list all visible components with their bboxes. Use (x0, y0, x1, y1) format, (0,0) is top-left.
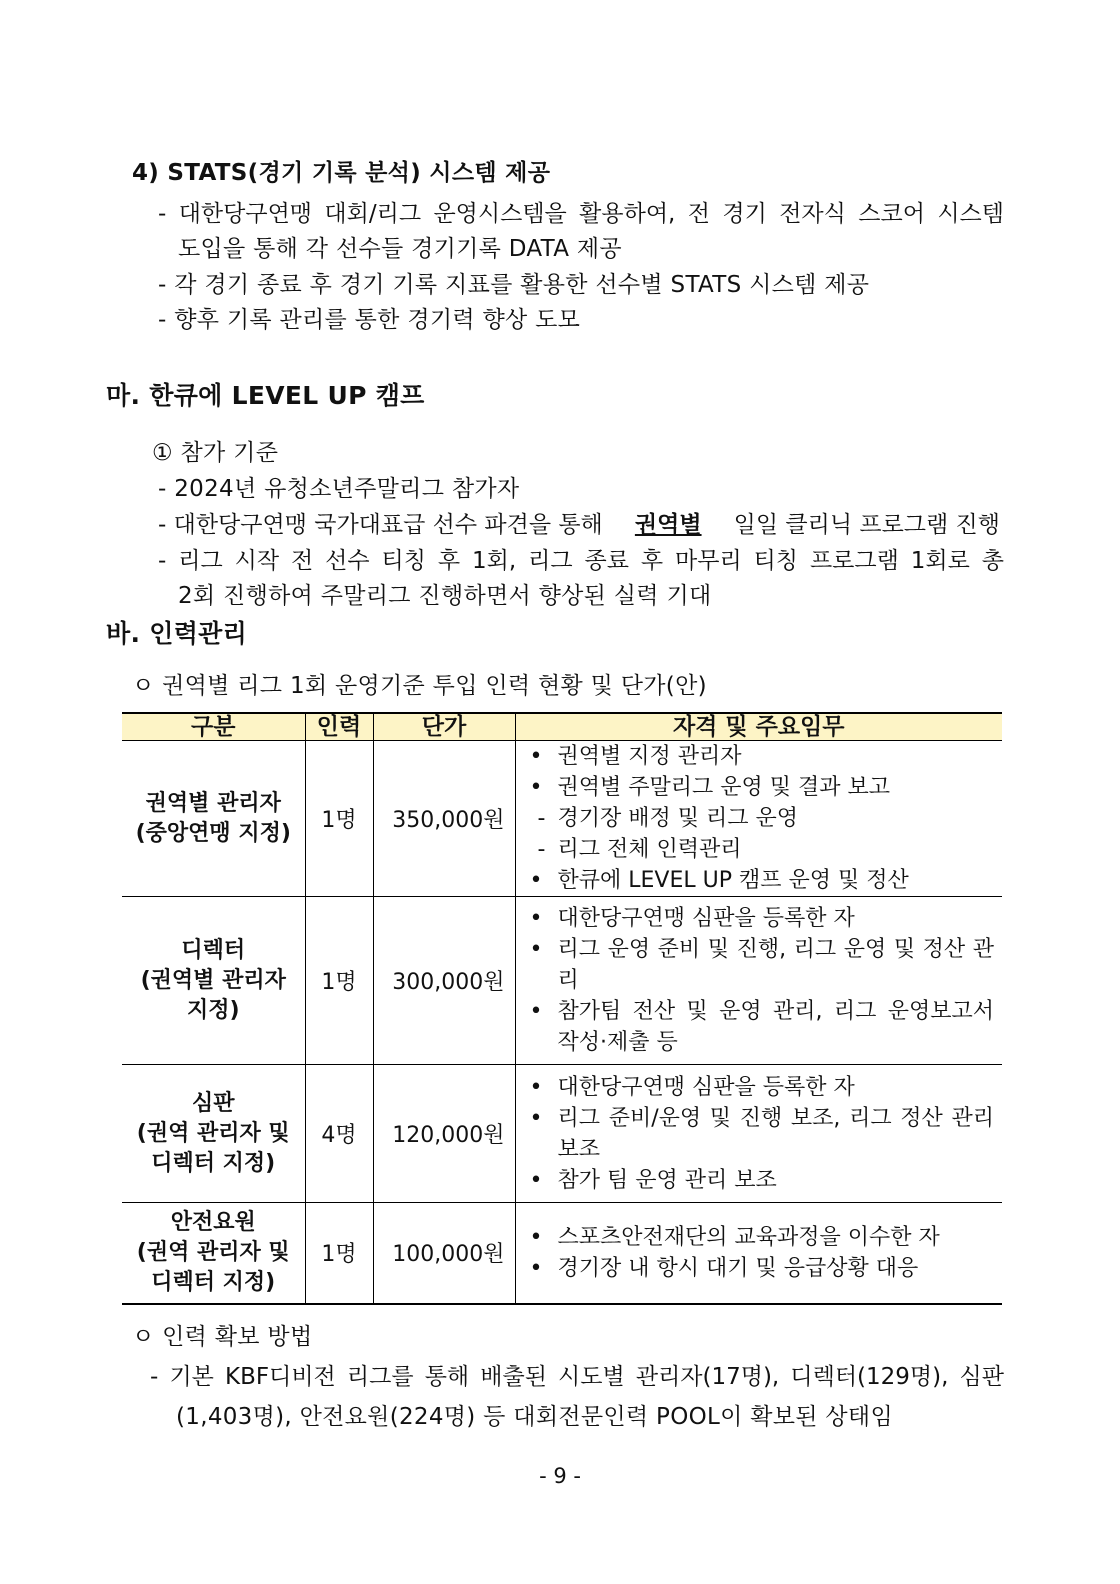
duty-text: 대한당구연맹 심판을 등록한 자 (557, 1074, 855, 1100)
role-line: 심판 (191, 1090, 235, 1116)
bullet-mark: • (529, 868, 543, 893)
duty-text: 참가팀 전산 및 운영 관리, 리그 운영보고서 작성·제출 등 (557, 999, 994, 1055)
bullet-mark: • (529, 1105, 543, 1131)
section-ma-line-2-emphasis: 권역별 (634, 512, 702, 538)
duties-cell (515, 897, 1002, 1065)
duty-item (524, 741, 1003, 772)
duty-text: 경기장 내 항시 대기 및 응급상황 대응 (557, 1255, 919, 1281)
section-4-bullet-1: - 대한당구연맹 대회/리그 운영시스템을 활용하여, 전 경기 전자식 스코어 시스템 (158, 201, 1004, 227)
staff-secure-heading: ㅇ 인력 확보 방법 (132, 1324, 313, 1350)
section-4-bullet-1-cont: 도입을 통해 각 선수들 경기기록 DATA 제공 (178, 236, 622, 262)
duty-text: 참가 팀 운영 관리 보조 (557, 1167, 777, 1193)
role-line: 디렉터 (181, 937, 246, 963)
bullet-mark: • (529, 906, 543, 931)
section-ma-line-1: - 2024년 유청소년주말리그 참가자 (158, 476, 520, 502)
table-row (122, 741, 1002, 897)
duties-cell (515, 1203, 1002, 1304)
bullet-mark: • (529, 937, 543, 962)
price-cell: 120,000원 (373, 1065, 515, 1203)
price-cell: 100,000원 (373, 1203, 515, 1304)
duty-text: 한큐에 LEVEL UP 캠프 운영 및 정산 (557, 868, 909, 893)
role-line: 디렉터 지정) (151, 1269, 276, 1295)
duty-item (524, 903, 1003, 934)
bullet-mark: • (529, 1224, 543, 1250)
bullet-mark: • (529, 744, 543, 769)
role-line: (권역 관리자 및 (136, 1120, 290, 1146)
staff-table (122, 712, 1002, 1305)
table-row (122, 1065, 1002, 1203)
section-ma-line-2 (158, 506, 1000, 539)
duties-cell (515, 741, 1002, 897)
table-row (122, 1203, 1002, 1304)
price-cell: 300,000원 (373, 897, 515, 1065)
section-ma-line-3: - 리그 시작 전 선수 티칭 후 1회, 리그 종료 후 마무리 티칭 프로그램 1회로 총 (158, 548, 1004, 574)
duty-text: 권역별 주말리그 운영 및 결과 보고 (557, 775, 890, 800)
section-ba-heading: 바. 인력관리 (106, 619, 248, 648)
page-number: - 9 - (539, 1464, 581, 1488)
section-ma-heading: 마. 한큐에 LEVEL UP 캠프 (106, 381, 425, 410)
role-cell (122, 1065, 305, 1203)
bullet-mark: • (529, 1167, 543, 1193)
role-line: (권역 관리자 및 (136, 1239, 290, 1265)
role-cell (122, 741, 305, 897)
header-duties: 자격 및 주요임무 (515, 713, 1002, 741)
duty-item (524, 834, 1003, 865)
role-line: (권역별 관리자 (140, 967, 286, 993)
staff-secure-line-2: (1,403명), 안전요원(224명) 등 대회전문인력 POOL이 확보된 상태임 (176, 1404, 893, 1430)
dash-mark: - (537, 837, 546, 862)
section-ma-subheading: ① 참가 기준 (152, 440, 279, 466)
header-unit-price: 단가 (373, 713, 515, 741)
section-4-bullet-3: - 향후 기록 관리를 통한 경기력 향상 도모 (158, 307, 581, 333)
header-category: 구분 (122, 713, 305, 741)
duty-item (524, 934, 1003, 996)
count-cell: 1명 (305, 1203, 373, 1304)
duty-text: 스포츠안전재단의 교육과정을 이수한 자 (557, 1224, 940, 1250)
duty-item (524, 1253, 1003, 1284)
section-ma-line-2-pre: - 대한당구연맹 국가대표급 선수 파견을 통해 (158, 512, 603, 538)
header-staff: 인력 (305, 713, 373, 741)
duty-text: 경기장 배정 및 리그 운영 (557, 806, 798, 831)
duty-text: 리그 준비/운영 및 진행 보조, 리그 정산 관리 보조 (557, 1105, 994, 1162)
duties-cell (515, 1065, 1002, 1203)
role-line: 지정) (186, 997, 240, 1023)
role-line: 디렉터 지정) (151, 1150, 276, 1176)
duty-text: 권역별 지정 관리자 (557, 744, 742, 769)
duty-text: 대한당구연맹 심판을 등록한 자 (557, 906, 855, 931)
duty-item (524, 1222, 1003, 1253)
count-cell: 1명 (305, 897, 373, 1065)
staff-secure-line-1: - 기본 KBF디비전 리그를 통해 배출된 시도별 관리자(17명), 디렉터(129명), 심판 (150, 1364, 1004, 1390)
duty-item (524, 803, 1003, 834)
bullet-mark: • (529, 775, 543, 800)
duty-item (524, 1165, 1003, 1196)
table-row (122, 897, 1002, 1065)
duty-text: 리그 운영 준비 및 진행, 리그 운영 및 정산 관리 (557, 937, 994, 993)
role-cell (122, 1203, 305, 1304)
section-4-bullet-2: - 각 경기 종료 후 경기 기록 지표를 활용한 선수별 STATS 시스템 제공 (158, 272, 870, 298)
bullet-mark: • (529, 1074, 543, 1100)
duty-item (524, 772, 1003, 803)
bullet-mark: • (529, 1255, 543, 1281)
section-ma-line-2-post: 일일 클리닉 프로그램 진행 (733, 512, 1000, 538)
duty-item (524, 1072, 1003, 1103)
role-line: (중앙연맹 지정) (135, 820, 291, 846)
section-ma-line-3-cont: 2회 진행하여 주말리그 진행하면서 향상된 실력 기대 (178, 583, 712, 609)
role-line: 안전요원 (170, 1209, 256, 1235)
staff-table-header-row (122, 713, 1002, 741)
price-cell: 350,000원 (373, 741, 515, 897)
section-4-heading: 4) STATS(경기 기록 분석) 시스템 제공 (132, 160, 551, 186)
duty-item (524, 1103, 1003, 1165)
bullet-mark: • (529, 999, 543, 1024)
staff-table-intro: ㅇ 권역별 리그 1회 운영기준 투입 인력 현황 및 단가(안) (132, 673, 707, 699)
duty-text: 리그 전체 인력관리 (557, 837, 742, 862)
dash-mark: - (537, 806, 546, 831)
role-line: 권역별 관리자 (145, 790, 281, 816)
duty-item (524, 996, 1003, 1058)
count-cell: 1명 (305, 741, 373, 897)
role-cell (122, 897, 305, 1065)
count-cell: 4명 (305, 1065, 373, 1203)
duty-item (524, 865, 1003, 896)
